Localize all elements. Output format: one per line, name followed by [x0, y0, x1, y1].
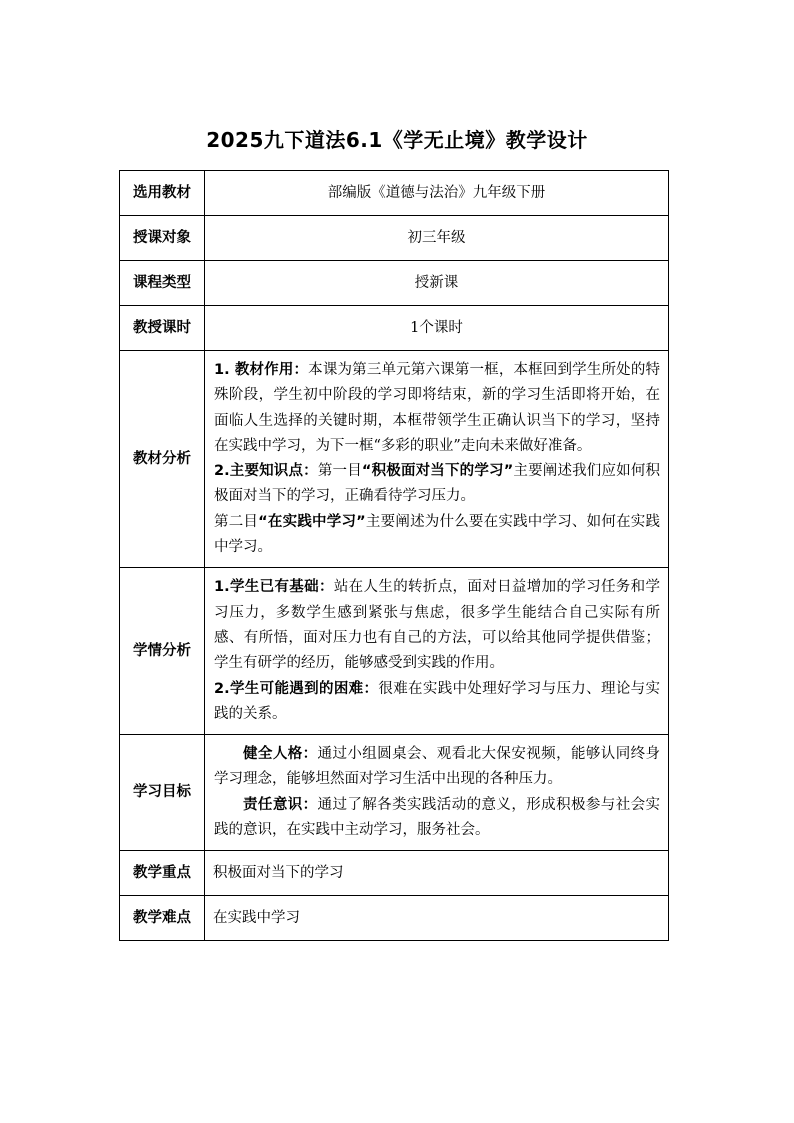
material-p3-text-2: 主要阐述为什么要在实践中学习、如何在实践中学习。: [214, 513, 661, 556]
label-difficulty: 教学难点: [120, 896, 205, 941]
value-key-point: 积极面对当下的学习: [205, 851, 669, 896]
label-textbook: 选用教材: [120, 171, 205, 216]
row-hours: [120, 306, 669, 351]
label-objectives: 学习目标: [120, 735, 205, 851]
material-p2-quote: “积极面对当下的学习”: [361, 463, 514, 480]
row-key-point: [120, 851, 669, 896]
row-textbook: [120, 171, 669, 216]
student-p1-lead: 1.学生已有基础：: [214, 579, 334, 596]
value-audience: 初三年级: [205, 216, 669, 261]
row-difficulty: [120, 896, 669, 941]
label-audience: 授课对象: [120, 216, 205, 261]
value-hours: 1个课时: [205, 306, 669, 351]
row-course-type: [120, 261, 669, 306]
material-paragraph-3: [214, 510, 660, 561]
material-p2-text-2: 主要阐述我们应如何积极面对当下的学习，正确看待学习压力。: [214, 463, 661, 505]
label-course-type: 课程类型: [120, 261, 205, 306]
material-p1-lead: 1. 教材作用：: [214, 362, 309, 378]
objective-p2-lead: 责任意识：: [243, 796, 318, 813]
student-paragraph-1: [214, 575, 660, 676]
student-p2-text: 很难在实践中处理好学习与压力、理论与实践的关系。: [214, 680, 660, 722]
row-objectives: [120, 735, 669, 851]
material-paragraph-2: [214, 459, 660, 510]
label-student-analysis: 学情分析: [120, 568, 205, 735]
objective-p1-text: 通过小组圆桌会、观看北大保安视频，能够认同终身学习理念，能够坦然面对学习生活中出现的各种压力。: [214, 746, 661, 788]
document-title: 2025九下道法6.1《学无止境》教学设计: [206, 128, 588, 152]
value-material-analysis: [205, 351, 669, 568]
material-p1-text: 本课为第三单元第六课第一框，本框回到学生所处的特殊阶段，学生初中阶段的学习即将结束，新的学习生活即将开始，在面临人生选择的关键时期，本框带领学生正确认识当下的学习，坚持在实践中学习，为下一框“多彩的职业”走向未来做好准备。: [214, 362, 660, 454]
objective-p2-text: 通过了解各类实践活动的意义，形成积极参与社会实践的意识，在实践中主动学习，服务社会。: [214, 796, 661, 839]
label-material-analysis: 教材分析: [120, 351, 205, 568]
row-audience: [120, 216, 669, 261]
value-student-analysis: [205, 568, 669, 735]
value-course-type: 授新课: [205, 261, 669, 306]
material-p2-text-1: 第一目: [317, 463, 362, 480]
row-material-analysis: [120, 351, 669, 568]
value-objectives: [205, 735, 669, 851]
value-difficulty: 在实践中学习: [205, 896, 669, 941]
objective-paragraph-2: [214, 793, 660, 844]
value-textbook: 部编版《道德与法治》九年级下册: [205, 171, 669, 216]
label-key-point: 教学重点: [120, 851, 205, 896]
material-p3-quote: “在实践中学习”: [258, 513, 366, 530]
row-student-analysis: [120, 568, 669, 735]
material-paragraph-1: [214, 358, 660, 459]
student-paragraph-2: [214, 677, 660, 728]
material-p3-text-1: 第二目: [214, 513, 259, 530]
student-p2-lead: 2.学生可能遇到的困难：: [214, 680, 379, 697]
student-p1-text: 站在人生的转折点，面对日益增加的学习任务和学习压力，多数学生感到紧张与焦虑，很多学生能结合自己实际有所感、有所悟，面对压力也有自己的方法，可以给其他同学提供借鉴；学生有研学的经历，能够感受到实践的作用。: [214, 579, 660, 672]
label-hours: 教授课时: [120, 306, 205, 351]
lesson-design-table: [119, 170, 669, 941]
objective-p1-lead: 健全人格：: [243, 746, 318, 763]
objective-paragraph-1: [214, 742, 660, 793]
material-p2-lead: 2.主要知识点：: [214, 463, 318, 480]
